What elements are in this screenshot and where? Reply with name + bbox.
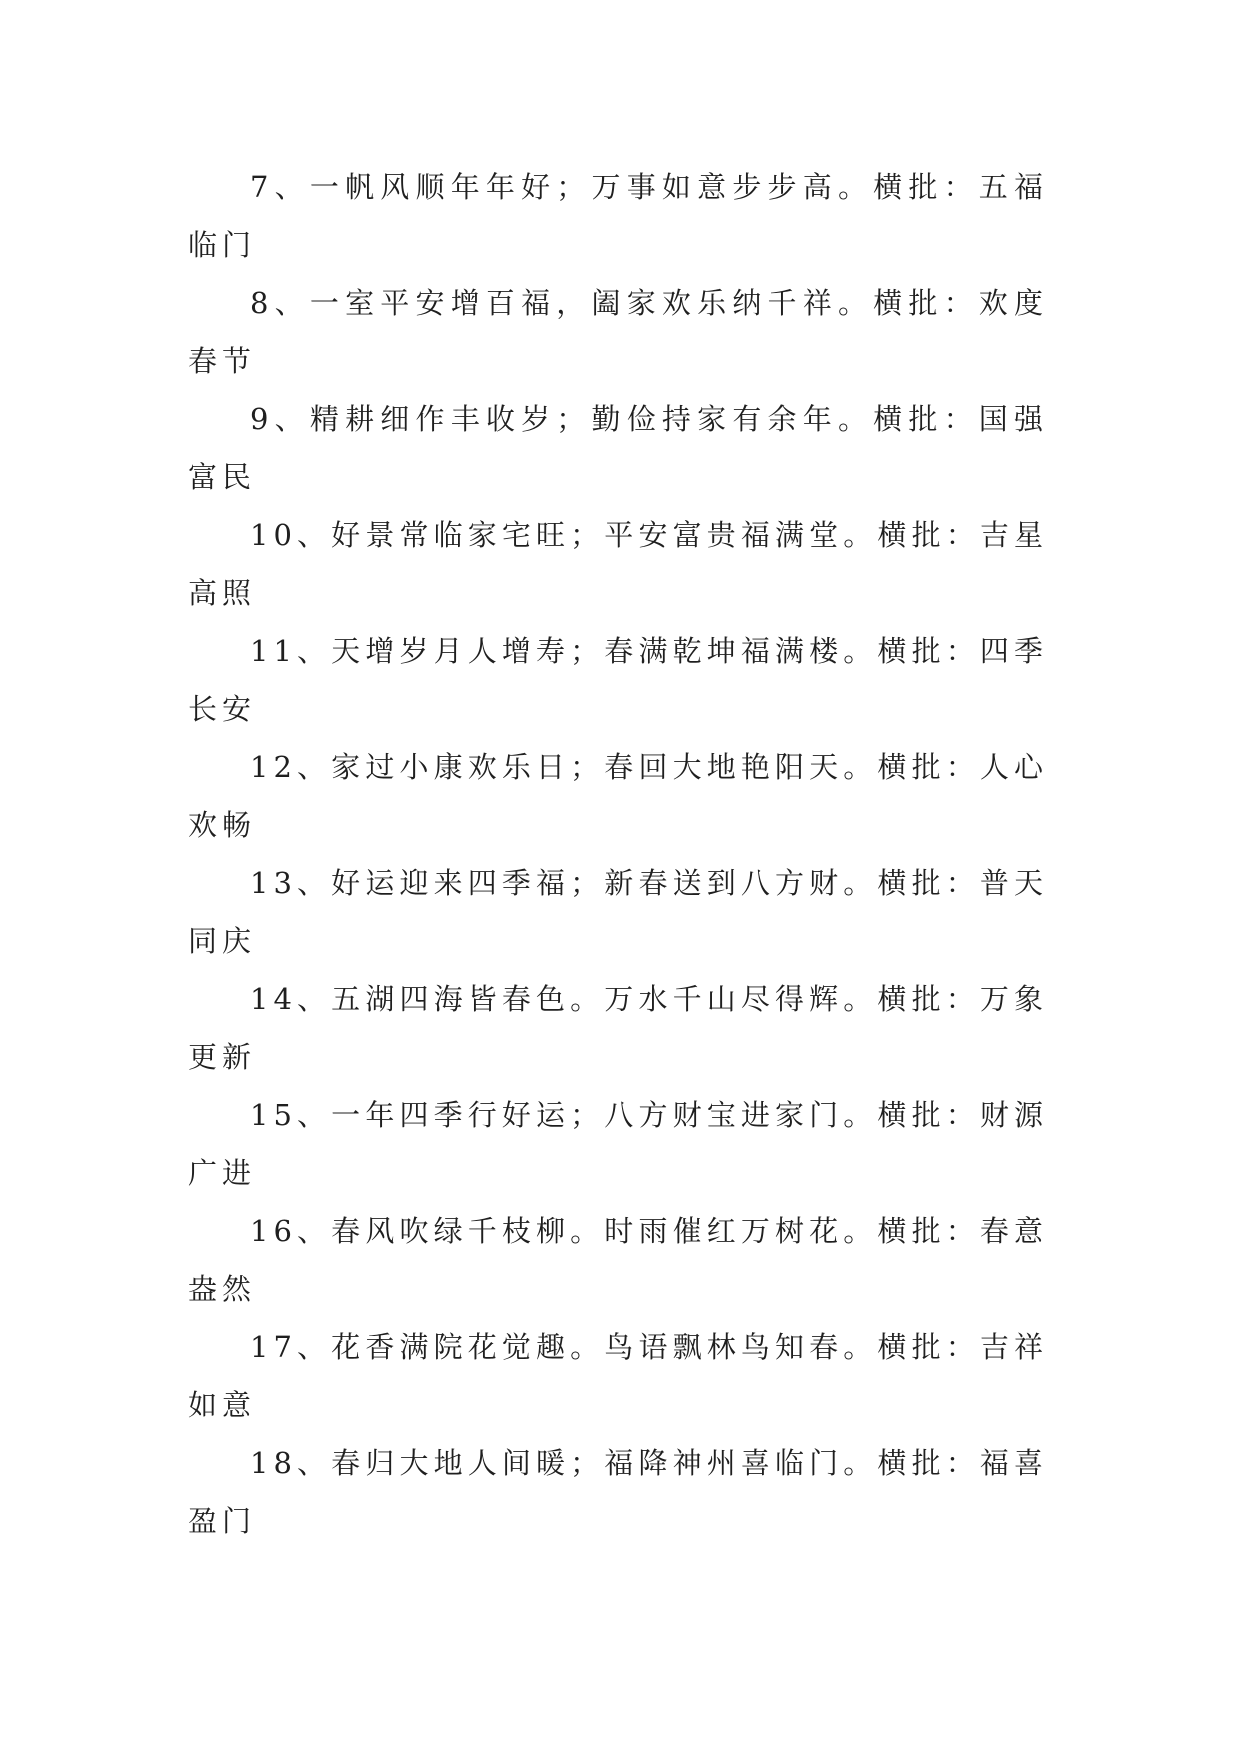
- couplet-paragraph: 14、五湖四海皆春色。万水千山尽得辉。横批：万象更新: [188, 982, 1048, 1074]
- couplet-paragraph: 11、天增岁月人增寿；春满乾坤福满楼。横批：四季长安: [188, 634, 1048, 726]
- couplet-paragraph: 8、一室平安增百福，阖家欢乐纳千祥。横批：欢度春节: [188, 286, 1048, 378]
- couplet-paragraph: 9、精耕细作丰收岁；勤俭持家有余年。横批：国强富民: [188, 402, 1048, 494]
- couplet-paragraph: 16、春风吹绿千枝柳。时雨催红万树花。横批：春意盎然: [188, 1214, 1048, 1306]
- couplet-paragraph: 17、花香满院花觉趣。鸟语飘林鸟知春。横批：吉祥如意: [188, 1330, 1048, 1422]
- couplet-paragraph: 10、好景常临家宅旺；平安富贵福满堂。横批：吉星高照: [188, 518, 1048, 610]
- couplet-paragraph: 18、春归大地人间暖；福降神州喜临门。横批：福喜盈门: [188, 1446, 1048, 1538]
- couplet-paragraph: 12、家过小康欢乐日；春回大地艳阳天。横批：人心欢畅: [188, 750, 1048, 842]
- couplet-paragraph: 13、好运迎来四季福；新春送到八方财。横批：普天同庆: [188, 866, 1048, 958]
- document-body: [188, 158, 1048, 1550]
- couplet-paragraph: 7、一帆风顺年年好；万事如意步步高。横批：五福临门: [188, 170, 1048, 262]
- couplet-paragraph: 15、一年四季行好运；八方财宝进家门。横批：财源广进: [188, 1098, 1048, 1190]
